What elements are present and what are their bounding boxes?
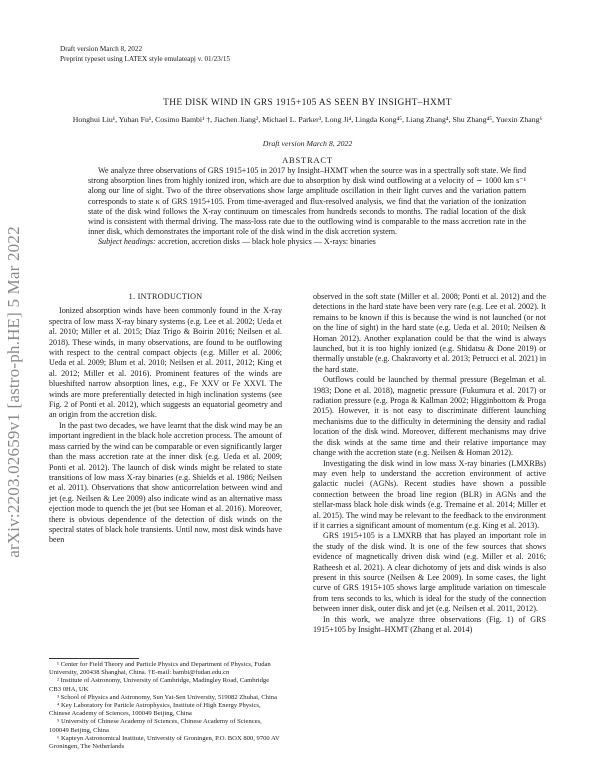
footnote-affiliation: ² Institute of Astronomy, University of Cambridge, Madingley Road, Cambridge CB3 0HA, UK: [49, 677, 270, 693]
subject-headings: [88, 237, 526, 247]
paragraph: Ionized absorption winds have been commonly found in the X-ray spectra of low mass X-ray binary systems (e.g. Lee et al. 2002; Ueda et al. 2010; Miller et al. 2015; Díaz Trigo & Boirin 2016; Neilsen et al. 2018). These winds, in many observations, are found to be outflowing with respect to the central compact objects (e.g. Miller et al. 2006; Ueda et al. 2009; Blum et al. 2010; Neilsen et al. 2011, 2012; King et al. 2012; Miller et al. 2016). Prominent features of the winds are blueshifted narrow absorption lines, e.g., Fe XXV or Fe XXVI. The winds are more preferentially detected in high inclination systems (see Fig. 2 of Ponti et al. 2012), which suggests an equatorial geometry and an origin from the accretion disk.: [49, 306, 282, 420]
draft-date: Draft version March 8, 2022: [262, 139, 353, 148]
abstract-heading: ABSTRACT: [282, 155, 333, 165]
footnote-affiliation: ⁵ University of Chinese Academy of Sciences, Chinese Academy of Sciences, 100049 Beijing, China: [49, 718, 262, 734]
footnote-affiliation: ⁴ Key Laboratory for Particle Astrophysics, Institute of High Energy Physics, Chinese Academy of Sciences, 100049 Beijing, China: [49, 702, 261, 718]
footnote-affiliation: ³ School of Physics and Astronomy, Sun Yat-Sen University, 519082 Zhuhai, China: [57, 693, 277, 701]
author-list: Honghui Liu¹, Yuhan Fu¹, Cosimo Bambi¹ †, Jiachen Jiang², Michael L. Parker³, Long Ji⁴, Lingda Kong⁴⁵, Liang Zhang⁴, Shu Zhang⁴⁵, Yuexin Zhang⁶: [72, 115, 543, 124]
right-column: [313, 292, 546, 635]
paper-title: THE DISK WIND IN GRS 1915+105 AS SEEN BY INSIGHT–HXMT: [163, 98, 452, 108]
typeset-line: Preprint typeset using LATEX style emulateapj v. 01/23/15: [60, 55, 231, 63]
footnote-divider: [49, 658, 139, 659]
paragraph: observed in the soft state (Miller et al. 2008; Ponti et al. 2012) and the detections in the hard state have been very rare (e.g. Lee et al. 2002). It remains to be known if this is because the wind is not launched (or not on the line of sight) in the hard state (e.g. Ueda et al. 2010; Neilsen & Homan 2012). Another explanation could be that the wind is always launched, but it is too highly ionized (e.g. Shidatsu & Done 2019) or thermally unstable (e.g. Chakravorty et al. 2013; Petrucci et al. 2021) in the hard state.: [313, 292, 546, 374]
footnote-affiliation: ⁶ Kapteyn Astronomical Institute, University of Groningen, P.O. BOX 800, 9700 AV Groningen, The Netherlands: [49, 734, 280, 751]
section-heading-introduction: 1. INTRODUCTION: [128, 292, 203, 301]
subject-headings-text: accretion, accretion disks — black hole physics — X-rays: binaries: [157, 237, 376, 247]
preprint-header: [60, 44, 230, 64]
arxiv-identifier: arXiv:2203.02659v1 [astro-ph.HE] 5 Mar 2022: [4, 226, 23, 558]
paragraph: Investigating the disk wind in low mass X-ray binaries (LMXRBs) may even help to understand the accretion environment of active galactic nuclei (AGNs). Recent studies have shown a possible connection between the broad line region (BLR) in AGNs and the stellar-mass black hole disk winds (e.g. Tremaine et al. 2014; Miller et al. 2015). The wind may be relevant to the feedback to the environment if it carries a significant amount of momentum (e.g. King et al. 2013).: [313, 458, 546, 530]
paragraph: In the past two decades, we have learnt that the disk wind may be an important ingredient in the black hole accretion process. The amount of mass carried by the wind can be comparable or even significantly larger than the mass accretion rate at the inner disk (e.g. Ueda et al. 2009; Ponti et al. 2012). The launch of disk winds might be related to state transitions of low mass X-ray binaries (e.g. Shields et al. 1986; Neilsen et al. 2011). Observations that show anticorrelation between wind and jet (e.g. Neilsen & Lee 2009) also indicate wind as an alternative mass ejection mode to quench the jet (but see Homan et al. 2016). Moreover, there is obvious dependence of the detection of disk winds on the spectral states of black hole transients. Until now, most disk winds have been: [49, 420, 282, 545]
subject-headings-label: Subject headings:: [98, 237, 156, 247]
abstract: [88, 166, 526, 248]
left-column: [49, 292, 282, 546]
abstract-body: We analyze three observations of GRS 1915+105 in 2017 by Insight–HXMT when the source was in a spectrally soft state. We find strong absorption lines from highly ionized iron, which are due to absorption by disk wind outflowing at a velocity of ∼ 1000 km s⁻¹ along our line of sight. Two of the three observations show large amplitude oscillation in their light curves and the variation pattern corresponds to state κ of GRS 1915+105. From time-averaged and flux-resolved analysis, we find that the variation of the ionization state of the disk wind follows the X-ray continuum on timescales from hundreds seconds to months. The radial location of the disk wind is consistent with thermal driving. The mass-loss rate due to the outflowing wind is comparable to the mass accretion rate in the inner disk, which demonstrates the important role of the disk wind in the disk accretion system.: [88, 166, 526, 237]
paragraph: GRS 1915+105 is a LMXRB that has played an important role in the study of the disk wind. It is one of the few sources that shows evidence of magnetically driven disk wind (e.g. Miller et al. 2016; Ratheesh et al. 2021). A clear dichotomy of jets and disk winds is also present in this source (Neilsen & Lee 2009). In some cases, the light curve of GRS 1915+105 shows large amplitude variation on timescale from tens seconds to ks, which is ideal for the study of the connection between inner disk, outer disk and jet (e.g. Neilsen et al. 2011, 2012).: [313, 531, 546, 614]
footnote-affiliation: ¹ Center for Field Theory and Particle Physics and Department of Physics, Fudan University, 200438 Shanghai, China. †E-mail: bambi@fudan.edu.cn: [49, 661, 271, 677]
draft-version-line: Draft version March 8, 2022: [60, 45, 143, 53]
paragraph: Outflows could be launched by thermal pressure (Begelman et al. 1983; Done et al. 2018), magnetic pressure (Fukumura et al. 2017) or radiation pressure (e.g. Proga & Kallman 2002; Higginbottom & Proga 2015). However, it is not easy to discriminate different launching mechanisms due to the difficulty in determining the density and radial location of the disk wind. Moreover, different mechanisms may drive the disk winds at the same time and their relative importance may change with the accretion state (e.g. Neilsen & Homan 2012).: [313, 375, 546, 458]
footnotes: [49, 661, 282, 751]
paragraph: In this work, we analyze three observations (Fig. 1) of GRS 1915+105 by Insight–HXMT (Zhang et al. 2014): [313, 614, 546, 634]
